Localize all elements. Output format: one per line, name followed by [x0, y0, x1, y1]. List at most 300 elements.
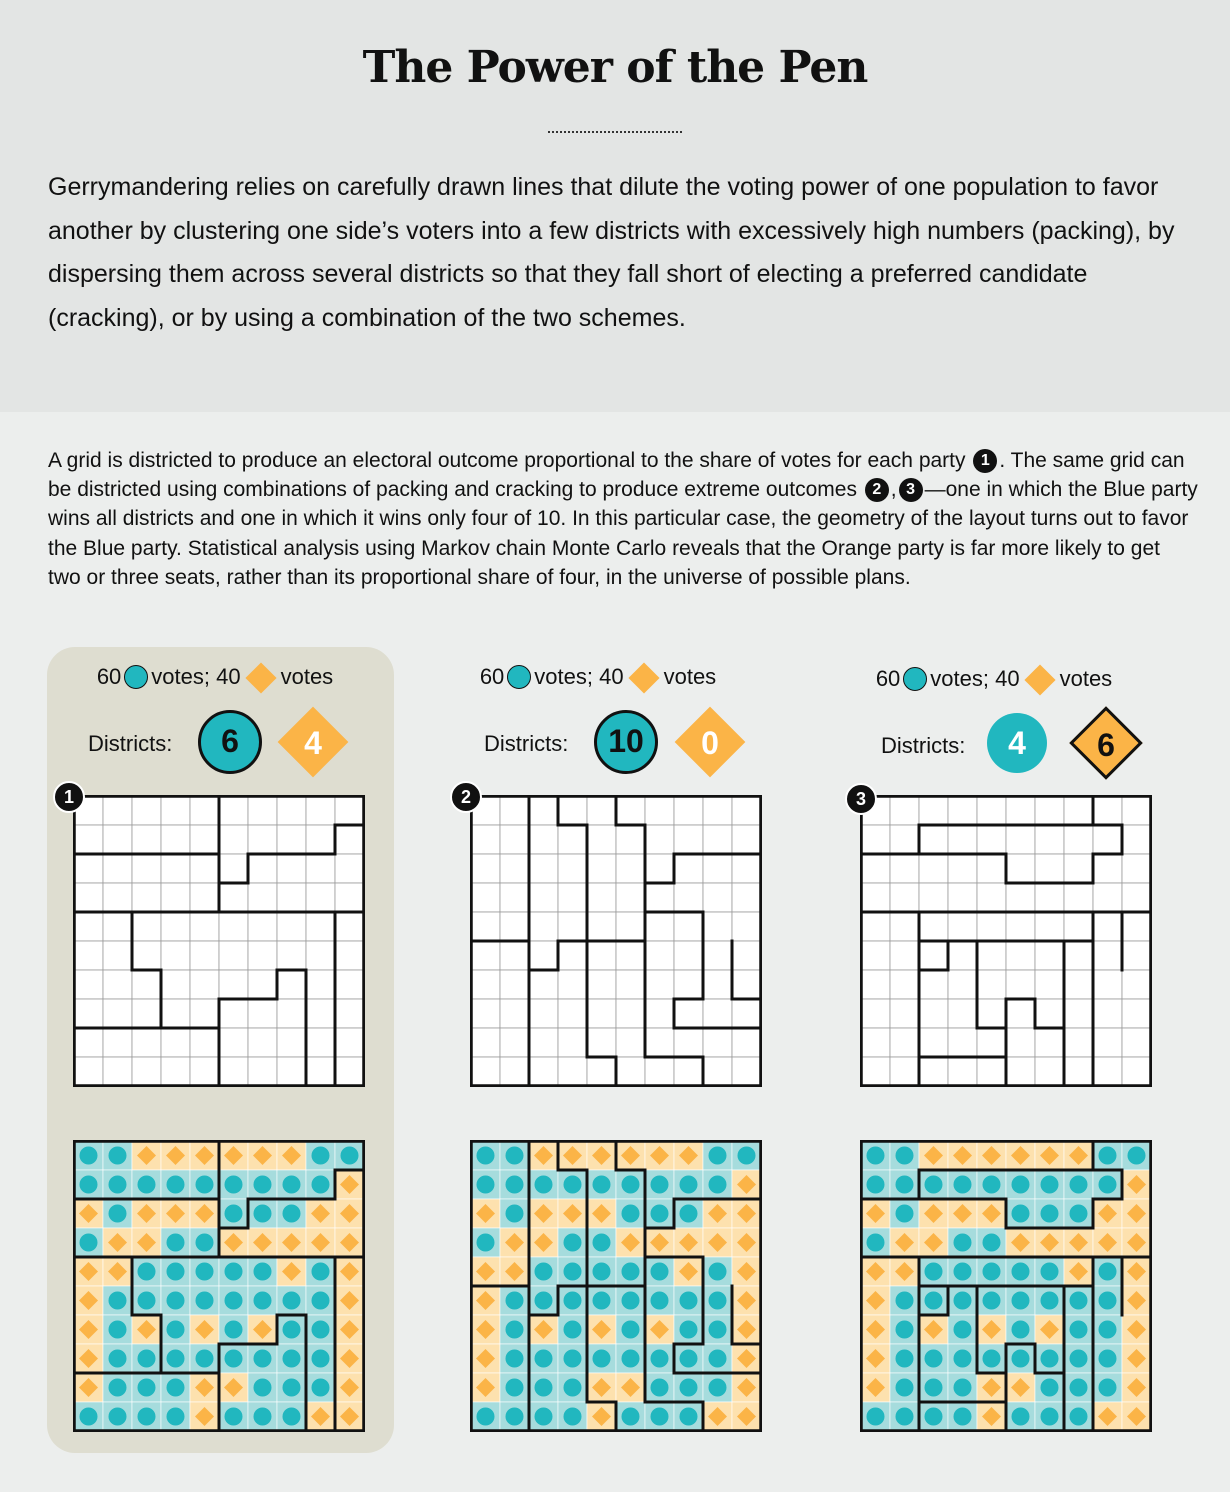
grid-cell: [190, 854, 219, 883]
grid-cell: [1122, 1028, 1151, 1057]
votes-line: [50, 664, 380, 690]
grid-cell: [277, 825, 306, 854]
grid-cell: [1006, 1028, 1035, 1057]
grid-cell: [500, 970, 529, 999]
scenario-2: [450, 0, 780, 1492]
grid-cell: [248, 999, 277, 1028]
grid-cell: [703, 883, 732, 912]
grid-cell: [587, 825, 616, 854]
grid-cell: [103, 1057, 132, 1086]
grid-cell: [500, 999, 529, 1028]
blue-voter-circle: [709, 1176, 727, 1194]
blue-voter-circle: [564, 1350, 582, 1368]
grid-cell: [277, 1057, 306, 1086]
grid-cell: [674, 999, 703, 1028]
grid-cell: [732, 883, 761, 912]
grid-cell: [103, 941, 132, 970]
blue-voter-circle: [225, 1176, 243, 1194]
blue-voter-circle: [564, 1408, 582, 1426]
grid-cell: [1064, 825, 1093, 854]
blue-voter-circle: [138, 1263, 156, 1281]
blue-voter-circle: [312, 1176, 330, 1194]
grid-cell: [219, 796, 248, 825]
blue-voter-circle: [983, 1350, 1001, 1368]
blue-voter-circle: [1070, 1321, 1088, 1339]
grid-cell: [190, 999, 219, 1028]
orange-votes-count: 40: [216, 664, 241, 689]
blue-voter-circle: [1099, 1321, 1117, 1339]
grid-cell: [977, 970, 1006, 999]
grid-cell: [103, 1028, 132, 1057]
grid-cell: [890, 999, 919, 1028]
blue-voter-circle: [283, 1321, 301, 1339]
grid-cell: [977, 1028, 1006, 1057]
grid-cell: [277, 999, 306, 1028]
grid-cell: [529, 912, 558, 941]
blue-voter-circle: [1041, 1379, 1059, 1397]
grid-cell: [1035, 970, 1064, 999]
blue-voter-circle: [622, 1408, 640, 1426]
blue-voter-circle: [109, 1147, 127, 1165]
grid-cell: [277, 941, 306, 970]
grid-cell: [703, 999, 732, 1028]
grid-cell: [948, 796, 977, 825]
blue-voter-circle: [477, 1408, 495, 1426]
grid-cell: [1006, 854, 1035, 883]
grid-cell: [219, 1057, 248, 1086]
blue-voter-circle: [506, 1408, 524, 1426]
grid-cell: [190, 883, 219, 912]
blue-voter-circle: [709, 1147, 727, 1165]
blue-voter-circle: [167, 1321, 185, 1339]
grid-cell: [558, 854, 587, 883]
grid-cell: [132, 999, 161, 1028]
grid-cell: [1093, 912, 1122, 941]
blue-voter-circle: [651, 1263, 669, 1281]
blue-voter-circle: [896, 1205, 914, 1223]
grid-cell: [103, 854, 132, 883]
blue-voter-circle: [709, 1292, 727, 1310]
blue-voter-circle: [925, 1176, 943, 1194]
blue-voter-circle: [954, 1408, 972, 1426]
blue-voter-circle: [593, 1176, 611, 1194]
grid-cell: [471, 1028, 500, 1057]
blue-voter-circle: [196, 1350, 214, 1368]
blue-voter-circle: [1070, 1292, 1088, 1310]
grid-cell: [190, 941, 219, 970]
blue-voter-circle: [925, 1379, 943, 1397]
voter-grid: [860, 1140, 1152, 1432]
grid-cell: [919, 999, 948, 1028]
blue-voter-circle: [1041, 1263, 1059, 1281]
grid-cell: [471, 883, 500, 912]
grid-cell: [558, 999, 587, 1028]
page-title: The Power of the Pen: [362, 42, 868, 93]
grid-cell: [861, 912, 890, 941]
grid-cell: [890, 941, 919, 970]
blue-voter-circle: [167, 1379, 185, 1397]
grid-cell: [890, 796, 919, 825]
blue-voter-circle: [109, 1350, 127, 1368]
grid-cell: [1064, 999, 1093, 1028]
grid-cell: [616, 1057, 645, 1086]
blue-voter-circle: [1099, 1147, 1117, 1165]
district-grid-outline: [470, 795, 762, 1087]
grid-cell: [1006, 912, 1035, 941]
grid-cell: [919, 1028, 948, 1057]
blue-voter-circle: [709, 1263, 727, 1281]
blue-voter-circle: [564, 1176, 582, 1194]
grid-cell: [587, 883, 616, 912]
blue-voter-circle: [225, 1263, 243, 1281]
grid-cell: [861, 883, 890, 912]
grid-cell: [919, 970, 948, 999]
grid-cell: [132, 825, 161, 854]
orange-diamond-icon: [245, 662, 276, 693]
grid-cell: [74, 825, 103, 854]
grid-cell: [277, 883, 306, 912]
grid-cell: [248, 970, 277, 999]
grid-cell: [335, 883, 364, 912]
grid-cell: [277, 854, 306, 883]
grid-cell: [616, 970, 645, 999]
grid-cell: [616, 912, 645, 941]
voter-grid-svg: [860, 1140, 1152, 1432]
blue-voter-circle: [1041, 1350, 1059, 1368]
grid-cell: [674, 1057, 703, 1086]
grid-cell: [500, 796, 529, 825]
grid-cell: [558, 883, 587, 912]
blue-voter-circle: [312, 1321, 330, 1339]
grid-cell: [103, 825, 132, 854]
grid-cell: [1064, 883, 1093, 912]
district-grid-svg: [470, 795, 762, 1087]
grid-cell: [674, 941, 703, 970]
blue-voter-circle: [622, 1321, 640, 1339]
grid-cell: [190, 1057, 219, 1086]
blue-voter-circle: [535, 1176, 553, 1194]
grid-cell: [471, 999, 500, 1028]
grid-cell: [1064, 796, 1093, 825]
blue-voter-circle: [138, 1292, 156, 1310]
grid-cell: [1006, 796, 1035, 825]
grid-cell: [948, 825, 977, 854]
districts-label: Districts:: [881, 733, 966, 758]
blue-voter-circle: [167, 1263, 185, 1281]
explanation-comma: ,: [890, 478, 897, 502]
grid-cell: [703, 970, 732, 999]
blue-circle-icon: [903, 667, 927, 691]
grid-cell: [732, 999, 761, 1028]
grid-cell: [645, 854, 674, 883]
grid-cell: [703, 941, 732, 970]
grid-cell: [306, 912, 335, 941]
grid-cell: [277, 970, 306, 999]
grid-cell: [248, 825, 277, 854]
grid-cell: [919, 825, 948, 854]
blue-voter-circle: [1128, 1147, 1146, 1165]
blue-voter-circle: [1070, 1408, 1088, 1426]
blue-voter-circle: [680, 1176, 698, 1194]
grid-cell: [219, 941, 248, 970]
blue-voter-circle: [535, 1379, 553, 1397]
blue-voter-circle: [954, 1234, 972, 1252]
grid-cell: [248, 1057, 277, 1086]
grid-cell: [616, 941, 645, 970]
grid-cell: [732, 912, 761, 941]
grid-cell: [558, 1057, 587, 1086]
grid-cell: [1122, 825, 1151, 854]
blue-voter-circle: [535, 1350, 553, 1368]
grid-cell: [1093, 796, 1122, 825]
grid-cell: [948, 912, 977, 941]
grid-cell: [500, 883, 529, 912]
votes-label: votes: [1059, 666, 1113, 691]
blue-voter-circle: [1070, 1350, 1088, 1368]
blue-voter-circle: [167, 1234, 185, 1252]
grid-cell: [219, 912, 248, 941]
orange-seats-count: 0: [701, 725, 719, 761]
blue-voter-circle: [651, 1379, 669, 1397]
blue-voter-circle: [80, 1408, 98, 1426]
grid-cell: [948, 854, 977, 883]
grid-cell: [587, 970, 616, 999]
grid-cell: [645, 796, 674, 825]
grid-cell: [977, 825, 1006, 854]
grid-cell: [732, 1028, 761, 1057]
grid-cell: [1122, 912, 1151, 941]
blue-voter-circle: [1041, 1408, 1059, 1426]
grid-cell: [500, 1057, 529, 1086]
grid-cell: [645, 999, 674, 1028]
blue-voter-circle: [564, 1379, 582, 1397]
blue-voter-circle: [138, 1379, 156, 1397]
grid-cell: [948, 1057, 977, 1086]
grid-cell: [1035, 883, 1064, 912]
grid-cell: [190, 1028, 219, 1057]
grid-cell: [529, 941, 558, 970]
orange-diamond-icon: [628, 662, 659, 693]
grid-cell: [335, 1028, 364, 1057]
grid-cell: [471, 970, 500, 999]
grid-cell: [1064, 941, 1093, 970]
blue-voter-circle: [1041, 1205, 1059, 1223]
explanation-text-3: —one in which the Blue party wins all districts and one in which it wins only four of 10. In this particular case, the geometry of the layout turns out to favor the Blue party. Statistical analysis using Markov chain Monte Carlo reveals that the Orange party is far more likely to get two or three seats, rather than its proportional share of four, in the universe of possible plans.: [48, 478, 1198, 589]
grid-cell: [703, 1028, 732, 1057]
blue-voter-circle: [925, 1408, 943, 1426]
blue-voter-circle: [1041, 1176, 1059, 1194]
blue-voter-circle: [506, 1147, 524, 1165]
blue-voter-circle: [196, 1263, 214, 1281]
grid-cell: [616, 854, 645, 883]
grid-cell: [529, 1057, 558, 1086]
grid-cell: [674, 1028, 703, 1057]
explanation-text-1: A grid is districted to produce an electoral outcome proportional to the share of votes for each party: [48, 449, 972, 472]
grid-cell: [558, 796, 587, 825]
grid-cell: [306, 854, 335, 883]
blue-voter-circle: [225, 1321, 243, 1339]
grid-cell: [248, 883, 277, 912]
grid-cell: [558, 825, 587, 854]
grid-cell: [645, 941, 674, 970]
blue-voter-circle: [254, 1176, 272, 1194]
grid-cell: [948, 941, 977, 970]
grid-cell: [1035, 999, 1064, 1028]
blue-voter-circle: [506, 1292, 524, 1310]
blue-voter-circle: [983, 1292, 1001, 1310]
grid-cell: [1064, 970, 1093, 999]
grid-cell: [703, 825, 732, 854]
blue-voter-circle: [312, 1292, 330, 1310]
grid-cell: [132, 1057, 161, 1086]
grid-cell: [190, 796, 219, 825]
grid-cell: [1035, 796, 1064, 825]
districts-label: Districts:: [88, 731, 173, 756]
blue-voter-circle: [954, 1321, 972, 1339]
grid-cell: [890, 825, 919, 854]
grid-cell: [587, 1057, 616, 1086]
grid-cell: [103, 796, 132, 825]
blue-voter-circle: [254, 1408, 272, 1426]
blue-voter-circle: [506, 1176, 524, 1194]
grid-cell: [529, 854, 558, 883]
grid-cell: [919, 883, 948, 912]
blue-voter-circle: [477, 1234, 495, 1252]
grid-cell: [219, 825, 248, 854]
grid-cell: [674, 796, 703, 825]
blue-voter-circle: [109, 1176, 127, 1194]
grid-cell: [500, 912, 529, 941]
blue-voter-circle: [506, 1379, 524, 1397]
blue-voter-circle: [622, 1292, 640, 1310]
blue-voter-circle: [1012, 1292, 1030, 1310]
blue-voter-circle: [680, 1379, 698, 1397]
grid-cell: [1122, 796, 1151, 825]
grid-cell: [161, 1057, 190, 1086]
grid-cell: [1064, 1057, 1093, 1086]
grid-cell: [74, 912, 103, 941]
grid-cell: [74, 941, 103, 970]
blue-voter-circle: [477, 1147, 495, 1165]
blue-voter-circle: [506, 1350, 524, 1368]
grid-cell: [306, 1057, 335, 1086]
blue-seats-badge: 4: [987, 713, 1047, 773]
grid-cell: [335, 1057, 364, 1086]
grid-cell: [948, 883, 977, 912]
blue-voter-circle: [138, 1176, 156, 1194]
grid-cell: [1064, 912, 1093, 941]
grid-cell: [161, 999, 190, 1028]
grid-cell: [616, 883, 645, 912]
grid-cell: [732, 941, 761, 970]
grid-cell: [1093, 1057, 1122, 1086]
blue-voter-circle: [709, 1379, 727, 1397]
blue-voter-circle: [925, 1263, 943, 1281]
blue-voter-circle: [254, 1350, 272, 1368]
blue-voter-circle: [535, 1408, 553, 1426]
grid-cell: [335, 999, 364, 1028]
grid-cell: [587, 941, 616, 970]
grid-cell: [861, 941, 890, 970]
blue-voter-circle: [896, 1379, 914, 1397]
grid-cell: [977, 883, 1006, 912]
grid-cell: [1006, 883, 1035, 912]
grid-cell: [587, 999, 616, 1028]
blue-voter-circle: [312, 1350, 330, 1368]
grid-cell: [919, 1057, 948, 1086]
district-grid-outline: [73, 795, 365, 1087]
blue-voter-circle: [954, 1292, 972, 1310]
grid-cell: [529, 999, 558, 1028]
grid-cell: [74, 999, 103, 1028]
grid-cell: [161, 883, 190, 912]
grid-cell: [674, 825, 703, 854]
grid-cell: [277, 1028, 306, 1057]
grid-cell: [1006, 999, 1035, 1028]
blue-voter-circle: [680, 1321, 698, 1339]
district-grid-outline: [860, 795, 1152, 1087]
blue-voter-circle: [651, 1350, 669, 1368]
blue-voter-circle: [622, 1263, 640, 1281]
grid-cell: [1035, 1057, 1064, 1086]
grid-cell: [674, 970, 703, 999]
grid-cell: [703, 912, 732, 941]
grid-cell: [645, 825, 674, 854]
votes-label: votes: [663, 664, 717, 689]
blue-voter-circle: [983, 1263, 1001, 1281]
blue-voter-circle: [680, 1408, 698, 1426]
voter-grid: [470, 1140, 762, 1432]
grid-cell: [190, 970, 219, 999]
votes-separator: votes;: [930, 666, 996, 691]
grid-cell: [674, 854, 703, 883]
blue-voter-circle: [896, 1292, 914, 1310]
grid-cell: [616, 796, 645, 825]
blue-voter-circle: [738, 1147, 756, 1165]
grid-cell: [248, 796, 277, 825]
grid-cell: [645, 1057, 674, 1086]
voter-grid-svg: [470, 1140, 762, 1432]
grid-cell: [1122, 999, 1151, 1028]
grid-cell: [919, 796, 948, 825]
blue-voter-circle: [535, 1263, 553, 1281]
grid-cell: [74, 970, 103, 999]
blue-voter-circle: [506, 1205, 524, 1223]
blue-voter-circle: [954, 1176, 972, 1194]
ref-marker-3: 3: [899, 478, 923, 502]
blue-voter-circle: [564, 1234, 582, 1252]
blue-voter-circle: [283, 1350, 301, 1368]
blue-voter-circle: [564, 1321, 582, 1339]
voter-grid-svg: [73, 1140, 365, 1432]
blue-voter-circle: [593, 1234, 611, 1252]
blue-voter-circle: [1012, 1321, 1030, 1339]
ref-marker-1: 1: [973, 449, 997, 473]
blue-voter-circle: [954, 1350, 972, 1368]
grid-cell: [732, 854, 761, 883]
blue-voter-circle: [167, 1292, 185, 1310]
grid-cell: [132, 912, 161, 941]
orange-seats-count: 6: [1097, 727, 1115, 763]
grid-cell: [861, 970, 890, 999]
blue-voter-circle: [196, 1292, 214, 1310]
blue-voter-circle: [196, 1176, 214, 1194]
intro-paragraph: Gerrymandering relies on carefully drawn lines that dilute the voting power of one population to favor another by clustering one side’s voters into a few districts with excessively high numbers (packing), by dispersing them across several districts so that they fall short of electing a preferred candidate (cracking), or by using a combination of the two schemes.: [48, 173, 1175, 332]
blue-voter-circle: [196, 1234, 214, 1252]
grid-cell: [248, 854, 277, 883]
votes-line: [829, 666, 1159, 692]
grid-cell: [948, 1028, 977, 1057]
